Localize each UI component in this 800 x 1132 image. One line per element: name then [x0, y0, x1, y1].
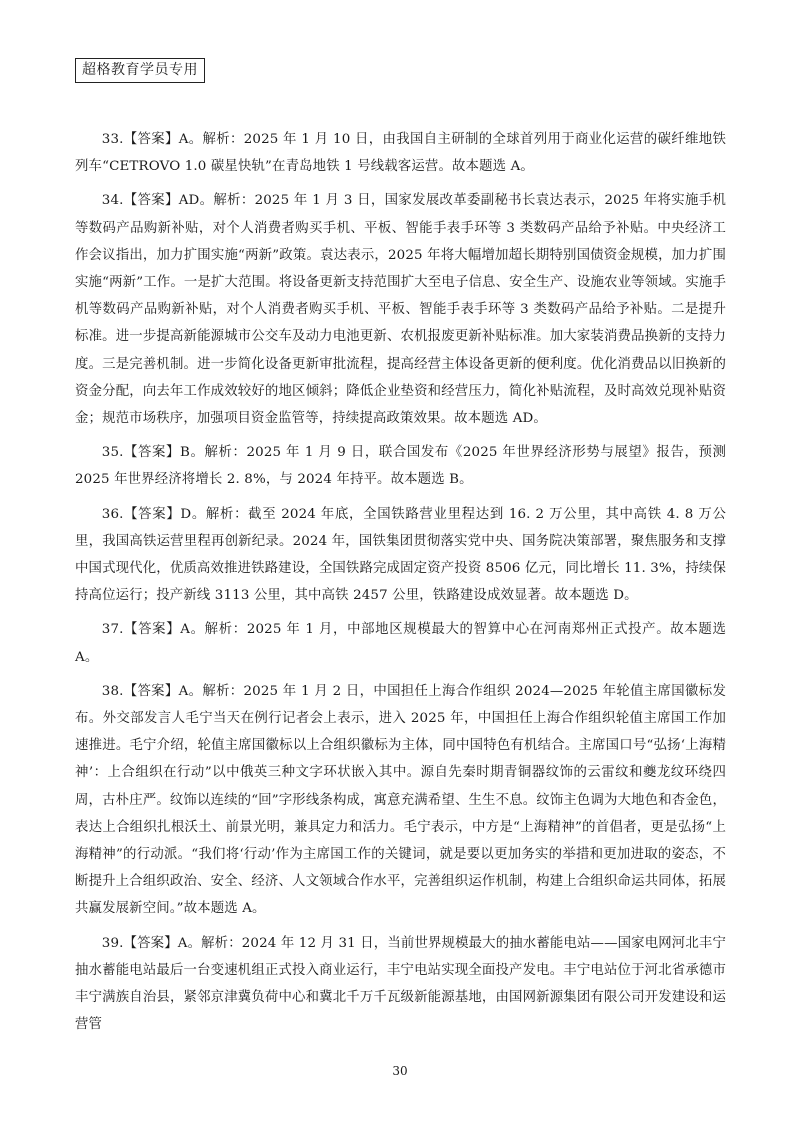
answer-number: 38.: [101, 683, 124, 699]
answer-text: 【答案】A。解析：2025 年 1 月 10 日，由我国自主研制的全球首列用于商业化运营的碳纤维地铁列车“CETROVO 1.0 碳星快轨”在青岛地铁 1 号线载客运营。故本题选 A。: [75, 132, 726, 175]
answer-text: 【答案】AD。解析：2025 年 1 月 3 日，国家发展改革委副秘书长袁达表示，2025 年将实施手机等数码产品购新补贴，对个人消费者购买手机、平板、智能手表手环等 3 类数码产品给予补贴。中央经济工作会议指出，加力扩围实施“两新”政策。袁达表示，2025 年将大幅增加超长期特别国债资金规模，加力扩围实施“两新”工作。一是扩大范围。将设备更新支持范围扩大至电子信息、安全生产、设施农业等领域。实施手机等数码产品购新补贴，对个人消费者购买手机、平板、智能手表手环等 3 类数码产品给予补贴。二是提升标准。进一步提高新能源城市公交车及动力电池更新、农机报废更新补贴标准。加大家装消费品换新的支持力度。三是完善机制。进一步简化设备更新审批流程，提高经营主体设备更新的便利度。优化消费品以旧换新的资金分配，向去年工作成效较好的地区倾斜；降低企业垫资和经营压力，简化补贴流程，及时高效兑现补贴资金；规范市场秩序，加强项目资金监管等，持续提高政策效果。故本题选 AD。: [75, 193, 726, 427]
answer-text: 【答案】A。解析：2024 年 12 月 31 日，当前世界规模最大的抽水蓄能电站——国家电网河北丰宁抽水蓄能电站最后一台变速机组正式投入商业运行，丰宁电站实现全面投产发电。丰宁电站位于河北省承德市丰宁满族自治县，紧邻京津冀负荷中心和冀北千万千瓦级新能源基地，由国网新源集团有限公司开发建设和运营管: [75, 935, 726, 1033]
answer-text: 【答案】A。解析：2025 年 1 月，中部地区规模最大的智算中心在河南郑州正式投产。故本题选 A。: [75, 622, 726, 665]
answer-36: [75, 501, 726, 610]
page-number: 30: [392, 1064, 408, 1078]
answer-number: 36.: [101, 506, 124, 522]
answer-number: 39.: [101, 935, 124, 951]
answer-text: 【答案】D。解析：截至 2024 年底，全国铁路营业里程达到 16. 2 万公里，其中高铁 4. 8 万公里，我国高铁运营里程再创新纪录。2024 年，国铁集团贯彻落实党中央、国务院决策部署，聚焦服务和支撑中国式现代化，优质高效推进铁路建设，全国铁路完成固定资产投资 8506 亿元，同比增长 11. 3%，持续保持高位运行；投产新线 3113 公里，其中高铁 2457 公里，铁路建设成效显著。故本题选 D。: [75, 506, 726, 604]
answer-text: 【答案】B。解析：2025 年 1 月 9 日，联合国发布《2025 年世界经济形势与展望》报告，预测 2025 年世界经济将增长 2. 8%，与 2024 年持平。故本题选 B。: [75, 445, 726, 488]
answer-35: [75, 439, 726, 493]
answer-33: [75, 126, 726, 180]
answer-number: 33.: [101, 132, 124, 147]
answer-39: [75, 930, 726, 1039]
answer-38: [75, 678, 726, 923]
answer-34: [75, 187, 726, 432]
answer-37: [75, 616, 726, 670]
answer-number: 37.: [101, 622, 124, 638]
header-tag: 超格教育学员专用: [75, 58, 205, 83]
answer-list: [75, 126, 726, 1046]
answer-number: 35.: [101, 445, 124, 461]
answer-number: 34.: [101, 193, 124, 209]
answer-text: 【答案】A。解析：2025 年 1 月 2 日，中国担任上海合作组织 2024—2025 年轮值主席国徽标发布。外交部发言人毛宁当天在例行记者会上表示，进入 2025 年，中国担任上海合作组织轮值主席国工作加速推进。毛宁介绍，轮值主席国徽标以上合组织徽标为主体，同中国特色有机结合。主席国口号“弘扬‘上海精神’：上合组织在行动”以中俄英三种文字环状嵌入其中。源自先秦时期青铜器纹饰的云雷纹和夔龙纹环绕四周，古朴庄严。纹饰以连续的“回”字形线条构成，寓意充满希望、生生不息。纹饰主色调为大地色和杏金色，表达上合组织扎根沃土、前景光明，兼具定力和活力。毛宁表示，中方是“上海精神”的首倡者，更是弘扬“上海精神”的行动派。“我们将‘行动’作为主席国工作的关键词，就是要以更加务实的举措和更加进取的姿态，不断提升上合组织政治、安全、经济、人文领域合作水平，完善组织运作机制，构建上合组织命运共同体，拓展共赢发展新空间。”故本题选 A。: [75, 683, 726, 917]
